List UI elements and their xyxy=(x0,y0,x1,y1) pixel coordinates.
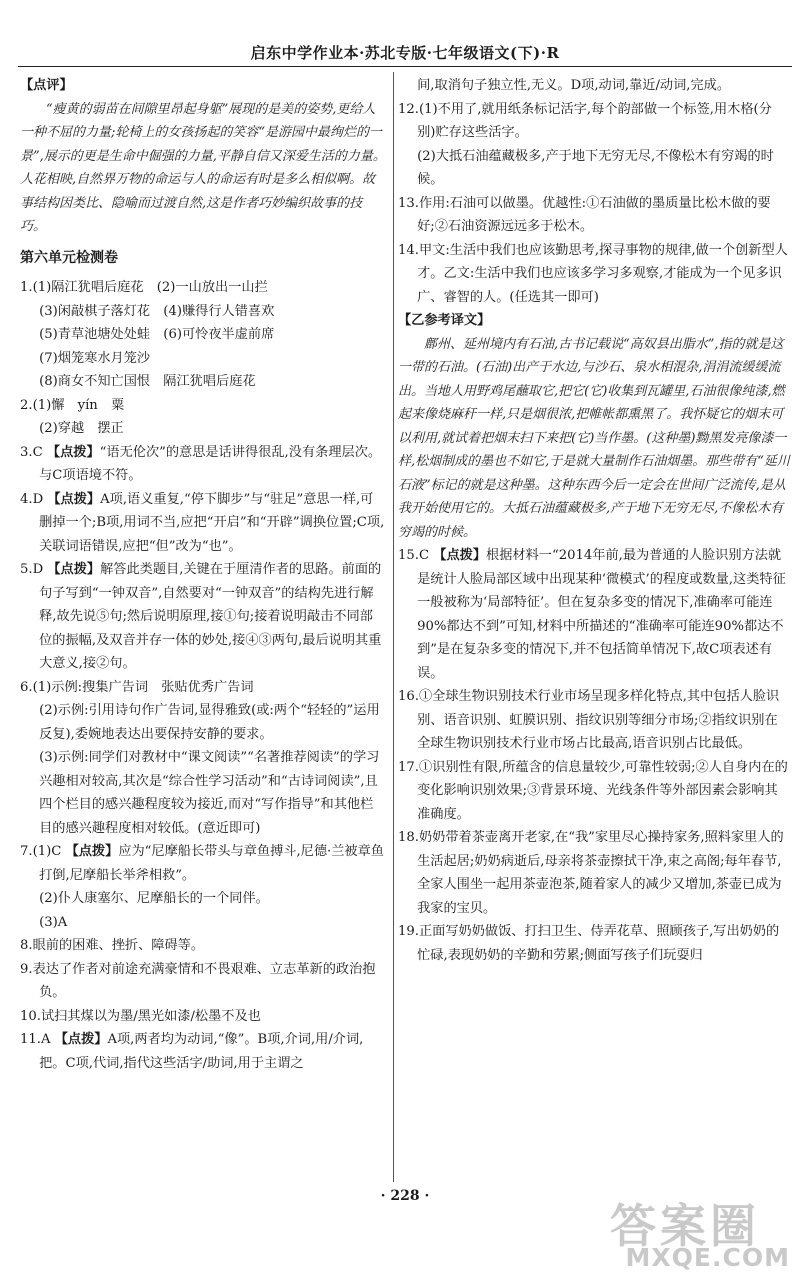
answer-15-text: 根据材料一“2014年前,最为普通的人脸识别方法就是统计人脸局部区域中出现某种‘微模式’的程度或数量,这类特征一般被称为‘局部特征’。但在复杂多变的情况下,准确率可能连90%都达不到”可知,材料中所描述的“准确率可能连90%都达不到”是在复杂多变的情况下,并不包括简单情况下,故C项表述有误。 xyxy=(417,548,786,681)
answer-5-num: 5.D xyxy=(20,562,44,577)
answer-15-tag: 【点拨】 xyxy=(433,548,487,563)
answer-2-line-2: (2)穿越 摆正 xyxy=(39,421,124,436)
answer-2-line-1: 2.(1)懈 yín 粟 xyxy=(20,397,125,413)
translation-text: 鄜州、延州境内有石油,古书记载说“高奴县出脂水”,指的就是这一带的石油。(石油)出产于水边,与沙石、泉水相混杂,涓涓流缓缓流出。当地人用野鸡尾蘸取它,把它(它)收集到瓦罐里,石油很像纯漆,燃起来像烧麻秆一样,只是烟很浓,把帷帐都熏黑了。我怀疑它的烟末可以利用,就试着把烟末扫下来把(它)当作墨。(这种墨)黝黑发亮像漆一样,松烟制成的墨也不如它,于是就大量制作石油烟墨。那些带有“延川石液”标记的就是这种墨。这种东西今后一定会在世间广泛流传,是从我开始使用它的。大抵石油蕴藏极多,产于地下无穷无尽,不像松木有穷竭的时候。 xyxy=(398,336,790,540)
answer-4-num: 4.D xyxy=(20,491,44,507)
answer-17: 17.①识别性有限,所蕴含的信息量较少,可靠性较弱;②人自身内在的变化影响识别效果;③背景环境、光线条件等外部因素会影响其准确度。 xyxy=(398,759,788,822)
watermark-logo xyxy=(610,1182,790,1274)
answer-9: 9.表达了作者对前途充满豪情和不畏艰难、立志革新的政治抱负。 xyxy=(20,961,376,1000)
answer-7-extra-2: (3)A xyxy=(39,914,68,930)
answer-6-line-3: (3)示例:同学们对教材中“课文阅读”“名著推荐阅读”的学习兴趣相对较高,其次是“综合性学习活动”和“古诗词阅读”,且四个栏目的感兴趣程度较为接近,而对“写作指导”和其他栏目的感兴趣程度相对较低。(意近即可) xyxy=(39,750,380,836)
answer-12-line-1: 12.(1)不用了,就用纸条标记活字,每个韵部做一个标签,用木格(分别)贮存这些活字。 xyxy=(398,101,772,140)
answer-11-continued: 间,取消句子独立性,无义。D项,动词,靠近/动词,完成。 xyxy=(417,78,731,93)
header-rule xyxy=(18,66,792,67)
answer-11-num: 11.A xyxy=(20,1032,51,1047)
answer-18: 18.奶奶带着茶壶离开老家,在“我”家里尽心操持家务,照料家里人的生活起居;奶奶病逝后,母亲将茶壶擦拭干净,束之高阁;每年春节,全家人围坐一起用茶壶泡茶,随着家人的减少又增加,茶壶已成为我家的宝贝。 xyxy=(398,830,784,916)
answer-11-text: A项,两者均为动词,“像”。B项,介词,用/介词,把。C项,代词,指代这些活字/助词,用于主谓之 xyxy=(39,1032,364,1071)
answer-11 xyxy=(20,1028,386,1075)
answer-1-line-1: 1.(1)隔江犹唱后庭花 (2)一山放出一山拦 xyxy=(20,280,268,295)
answer-7-extra-1: (2)仆人康塞尔、尼摩船长的一个同伴。 xyxy=(39,891,269,906)
answer-19: 19.正面写奶奶做饭、打扫卫生、侍弄花草、照顾孩子,写出奶奶的忙碌,表现奶奶的辛勤和劳累;侧面写孩子们玩耍归 xyxy=(398,924,780,963)
answer-7-num: 7.(1)C xyxy=(20,844,62,859)
answer-1-line-2: (3)闲敲棋子落灯花 (4)赚得行人错喜欢 xyxy=(39,303,275,319)
answer-7 xyxy=(20,840,386,887)
watermark-text: 答案圈 xyxy=(610,1199,760,1253)
section-title: 第六单元检测卷 xyxy=(20,249,118,266)
answer-1-line-4: (7)烟笼寒水月笼沙 xyxy=(39,350,151,366)
left-column xyxy=(20,74,386,1075)
answer-4 xyxy=(20,488,386,559)
answer-7-text: 应为“尼摩船长带头与章鱼搏斗,尼德·兰被章鱼打倒,尼摩船长举斧相救”。 xyxy=(39,844,384,883)
comment-label: 【点评】 xyxy=(20,78,73,93)
answer-16: 16.①全球生物识别技术行业市场呈现多样化特点,其中包括人脸识别、语音识别、虹膜识别、指纹识别等细分市场;②指纹识别在全球生物识别技术行业市场占比最高,语音识别占比最低。 xyxy=(398,689,780,751)
answer-5 xyxy=(20,558,386,676)
answer-14: 14.甲文:生活中我们也应该勤思考,探寻事物的规律,做一个创新型人才。乙文:生活中我们也应该多学习多观察,才能成为一个见多识广、睿智的人。(任选其一即可) xyxy=(398,242,788,305)
answer-3-text: “语无伦次”的意思是话讲得很乱,没有条理层次。与C项语境不符。 xyxy=(39,444,382,483)
answer-1-line-3: (5)青草池塘处处蛙 (6)可怜夜半虚前席 xyxy=(39,327,275,342)
answer-15 xyxy=(398,544,790,685)
answer-4-tag: 【点拨】 xyxy=(47,491,101,507)
right-column xyxy=(398,74,790,967)
running-header: 启东中学作业本·苏北专版·七年级语文(下)·R xyxy=(250,44,560,62)
answer-3-num: 3.C xyxy=(20,444,43,460)
answer-1-line-5: (8)商女不知亡国恨 隔江犹唱后庭花 xyxy=(39,374,256,389)
answer-10: 10.试扫其煤以为墨/黑光如漆/松墨不及也 xyxy=(20,1008,261,1024)
answer-6-line-2: (2)示例:引用诗句作广告词,显得雅致(或:两个“轻轻的”运用反复),委婉地表达出要保持安静的要求。 xyxy=(39,703,380,742)
answer-3-tag: 【点拨】 xyxy=(46,444,100,460)
answer-8: 8.眼前的困难、挫折、障碍等。 xyxy=(20,938,205,953)
answer-12-line-2: (2)大抵石油蕴藏极多,产于地下无穷无尽,不像松木有穷竭的时候。 xyxy=(417,148,774,187)
answer-5-text: 解答此类题目,关键在于厘清作者的思路。前面的句子写到“一钟双音”,自然要对“一钟双音”的结构先进行解释,故先说⑤句;然后说明原理,接①句;接着说明敲击不同部位的振幅,及双音并存一体的妙处,接④③两句,最后说明其重大意义,接②句。 xyxy=(39,562,382,671)
answer-15-num: 15.C xyxy=(398,548,430,563)
translation-label: 【乙参考译文】 xyxy=(398,313,491,328)
page-number: · 228 · xyxy=(380,1188,430,1204)
answer-4-text: A项,语义重复,“停下脚步”与“驻足”意思一样,可删掉一个;B项,用词不当,应把“开启”和“开辟”调换位置;C项,关联词语错误,应把“但”改为“也”。 xyxy=(39,491,385,554)
answer-3 xyxy=(20,441,386,488)
watermark-url: MXQE.COM xyxy=(625,1243,790,1272)
comment-text: “瘦黄的弱苗在间隙里昂起身躯”展现的是美的姿势,更给人一种不屈的力量;轮椅上的女孩扬起的笑容“是游园中最绚烂的一景”,展示的更是生命中倔强的力量,平静自信又深爱生活的力量。人花相映,自然界万物的命运与人的命运有时是多么相似啊。故事结构因类比、隐喻而过渡自然,这是作者巧妙编织故事的技巧。 xyxy=(20,101,386,234)
answer-7-tag: 【点拨】 xyxy=(65,844,119,859)
answer-5-tag: 【点拨】 xyxy=(47,562,101,577)
answer-13: 13.作用:石油可以做墨。优越性:①石油做的墨质量比松木做的要好;②石油资源远远多于松木。 xyxy=(398,195,771,234)
column-divider xyxy=(393,72,394,1182)
answer-6-line-1: 6.(1)示例:搜集广告词 张贴优秀广告词 xyxy=(20,679,254,695)
answer-11-tag: 【点拨】 xyxy=(54,1032,108,1047)
